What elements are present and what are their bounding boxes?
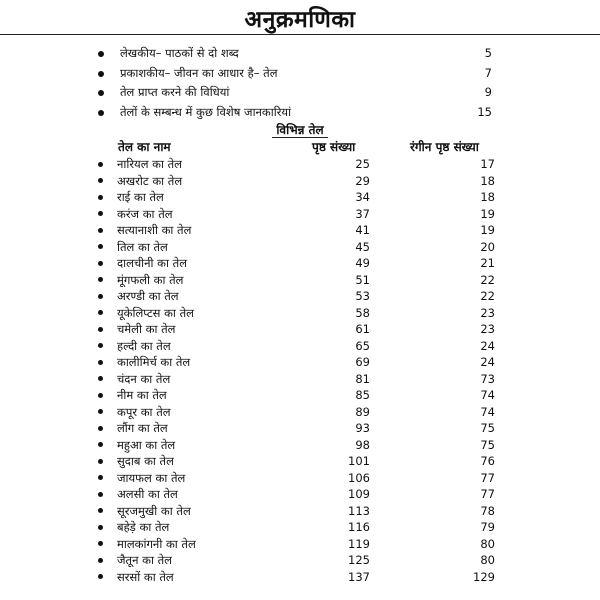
oil-color-page: 77 [480, 470, 495, 485]
bullet-icon [98, 327, 103, 332]
oil-color-page: 19 [480, 223, 495, 237]
oil-row [0, 239, 600, 256]
oil-row [0, 288, 600, 305]
oil-name: हल्दी का तेल [117, 338, 171, 353]
oil-color-page: 78 [480, 503, 495, 518]
oil-color-page: 24 [480, 355, 495, 369]
oil-row [0, 503, 600, 520]
oil-row [0, 437, 600, 454]
oil-name: महुआ का तेल [117, 437, 176, 452]
oil-color-page: 129 [473, 569, 495, 584]
oil-page: 34 [355, 190, 370, 204]
bullet-icon [98, 541, 103, 546]
oil-row [0, 569, 600, 586]
oil-page: 93 [355, 421, 370, 435]
oil-page: 53 [355, 289, 370, 303]
oil-row [0, 305, 600, 322]
oil-page: 61 [355, 322, 370, 336]
oil-page: 69 [355, 355, 370, 369]
oil-color-page: 77 [480, 487, 495, 501]
bullet-icon [98, 244, 103, 249]
oil-color-page: 18 [480, 173, 495, 188]
oil-row [0, 222, 600, 239]
oil-color-page: 76 [480, 454, 495, 468]
bullet-icon [98, 442, 103, 447]
oil-name: तिल का तेल [117, 239, 168, 254]
oil-row [0, 420, 600, 437]
oil-name: कालीमिर्च का तेल [117, 355, 191, 369]
oil-row [0, 272, 600, 289]
oil-color-page: 22 [480, 272, 495, 287]
bullet-icon [98, 376, 103, 381]
oil-color-page: 17 [480, 157, 495, 171]
column-header-page: पृष्ठ संख्या [312, 140, 356, 154]
bullet-icon [98, 508, 103, 513]
oil-color-page: 23 [480, 305, 495, 320]
oil-name: सरसों का तेल [117, 569, 174, 584]
intro-item [0, 83, 600, 103]
oil-row [0, 404, 600, 421]
section-heading [0, 121, 600, 138]
oil-page: 37 [355, 206, 370, 221]
oil-page: 45 [355, 239, 370, 254]
intro-item-page: 7 [484, 65, 492, 80]
intro-item-text: तेलों के सम्बन्ध में कुछ विशेष जानकारियां [120, 104, 292, 119]
bullet-icon [98, 90, 104, 96]
intro-list [0, 44, 600, 122]
page-title: अनुक्रमणिका [244, 7, 356, 33]
oil-row [0, 552, 600, 569]
bullet-icon [98, 211, 103, 216]
oil-page: 109 [348, 487, 370, 501]
oil-name: मालकांगनी का तेल [117, 536, 196, 551]
oil-row [0, 371, 600, 388]
bullet-icon [98, 574, 103, 579]
oil-page: 81 [355, 371, 370, 386]
oil-page: 51 [355, 272, 370, 287]
oil-row [0, 255, 600, 272]
oil-row [0, 321, 600, 338]
oil-name: करंज का तेल [117, 206, 173, 221]
oil-page: 89 [355, 404, 370, 419]
intro-item-text: तेल प्राप्त करने की विधियां [120, 85, 230, 99]
bullet-icon [98, 459, 103, 464]
oil-color-page: 73 [480, 371, 495, 386]
bullet-icon [98, 228, 103, 233]
oil-name: सत्यानाशी का तेल [117, 223, 192, 237]
oil-row [0, 470, 600, 487]
oil-color-page: 24 [480, 338, 495, 353]
oil-name: जैतून का तेल [117, 553, 172, 567]
oil-page: 49 [355, 256, 370, 270]
bullet-icon [98, 178, 103, 183]
bullet-icon [98, 310, 103, 315]
oil-name: सूरजमुखी का तेल [117, 503, 191, 518]
oil-name: यूकेलिप्टस का तेल [117, 305, 194, 320]
oil-name: बहेड़े का तेल [117, 520, 170, 534]
bullet-icon [98, 110, 104, 116]
bullet-icon [98, 71, 104, 77]
column-header-color-page: रंगीन पृष्ठ संख्या [410, 140, 479, 154]
oil-color-page: 21 [480, 256, 495, 270]
oil-page: 85 [355, 388, 370, 402]
column-header-name: तेल का नाम [118, 140, 171, 154]
oil-color-page: 75 [480, 421, 495, 435]
bullet-icon [98, 475, 103, 480]
oil-row [0, 453, 600, 470]
oil-page: 125 [348, 553, 370, 567]
oil-page: 41 [355, 223, 370, 237]
bullet-icon [98, 277, 103, 282]
intro-item [0, 44, 600, 64]
oil-row [0, 173, 600, 190]
oil-page: 29 [355, 173, 370, 188]
oil-color-page: 22 [480, 289, 495, 303]
oil-page: 116 [348, 520, 370, 534]
oil-name: अरण्डी का तेल [117, 289, 179, 303]
oil-color-page: 19 [480, 206, 495, 221]
oil-row [0, 536, 600, 553]
oil-color-page: 74 [480, 404, 495, 419]
oil-page: 65 [355, 338, 370, 353]
oil-color-page: 23 [480, 322, 495, 336]
intro-item-text: प्रकाशकीय– जीवन का आधार है– तेल [120, 65, 278, 80]
oil-page: 101 [348, 454, 370, 468]
oil-color-page: 20 [480, 239, 495, 254]
oil-page: 25 [355, 157, 370, 171]
oil-row [0, 206, 600, 223]
oil-row [0, 156, 600, 173]
bullet-icon [98, 393, 103, 398]
oil-page: 98 [355, 437, 370, 452]
title-divider [0, 34, 600, 35]
oil-page: 113 [348, 503, 370, 518]
bullet-icon [98, 360, 103, 365]
oil-page: 58 [355, 305, 370, 320]
intro-item [0, 64, 600, 84]
oil-name: मूंगफली का तेल [117, 272, 184, 287]
oil-row [0, 387, 600, 404]
intro-item-page: 15 [477, 104, 492, 119]
oil-row [0, 189, 600, 206]
bullet-icon [98, 261, 103, 266]
oil-row [0, 486, 600, 503]
bullet-icon [98, 343, 103, 348]
oil-color-page: 75 [480, 437, 495, 452]
oil-row [0, 519, 600, 536]
oil-row [0, 354, 600, 371]
oil-color-page: 74 [480, 388, 495, 402]
oil-name: जायफल का तेल [117, 470, 186, 485]
oil-name: सुदाब का तेल [117, 454, 174, 468]
oil-name: अखरोट का तेल [117, 173, 183, 188]
intro-item [0, 103, 600, 123]
oil-name: नीम का तेल [117, 388, 167, 402]
oil-name: चमेली का तेल [117, 322, 176, 336]
oil-name: चंदन का तेल [117, 371, 171, 386]
oil-list [0, 156, 600, 585]
oil-name: अलसी का तेल [117, 487, 178, 501]
oil-color-page: 18 [480, 190, 495, 204]
oil-color-page: 80 [480, 536, 495, 551]
oil-name: लौंग का तेल [117, 421, 168, 435]
bullet-icon [98, 294, 103, 299]
oil-page: 106 [348, 470, 370, 485]
intro-item-page: 5 [484, 46, 492, 60]
bullet-icon [98, 195, 103, 200]
section-title: विभिन्न तेल [272, 123, 327, 138]
bullet-icon [98, 525, 103, 530]
oil-row [0, 338, 600, 355]
bullet-icon [98, 426, 103, 431]
bullet-icon [98, 409, 103, 414]
oil-page: 137 [348, 569, 370, 584]
oil-name: राई का तेल [117, 190, 164, 204]
oil-color-page: 80 [480, 553, 495, 567]
oil-name: दालचीनी का तेल [117, 256, 187, 270]
oil-page: 119 [348, 536, 370, 551]
oil-name: कपूर का तेल [117, 404, 171, 419]
oil-color-page: 79 [480, 520, 495, 534]
oil-name: नारियल का तेल [117, 157, 182, 171]
intro-item-text: लेखकीय– पाठकों से दो शब्द [120, 46, 239, 60]
bullet-icon [98, 162, 103, 167]
bullet-icon [98, 51, 104, 57]
bullet-icon [98, 492, 103, 497]
intro-item-page: 9 [484, 85, 492, 99]
bullet-icon [98, 558, 103, 563]
